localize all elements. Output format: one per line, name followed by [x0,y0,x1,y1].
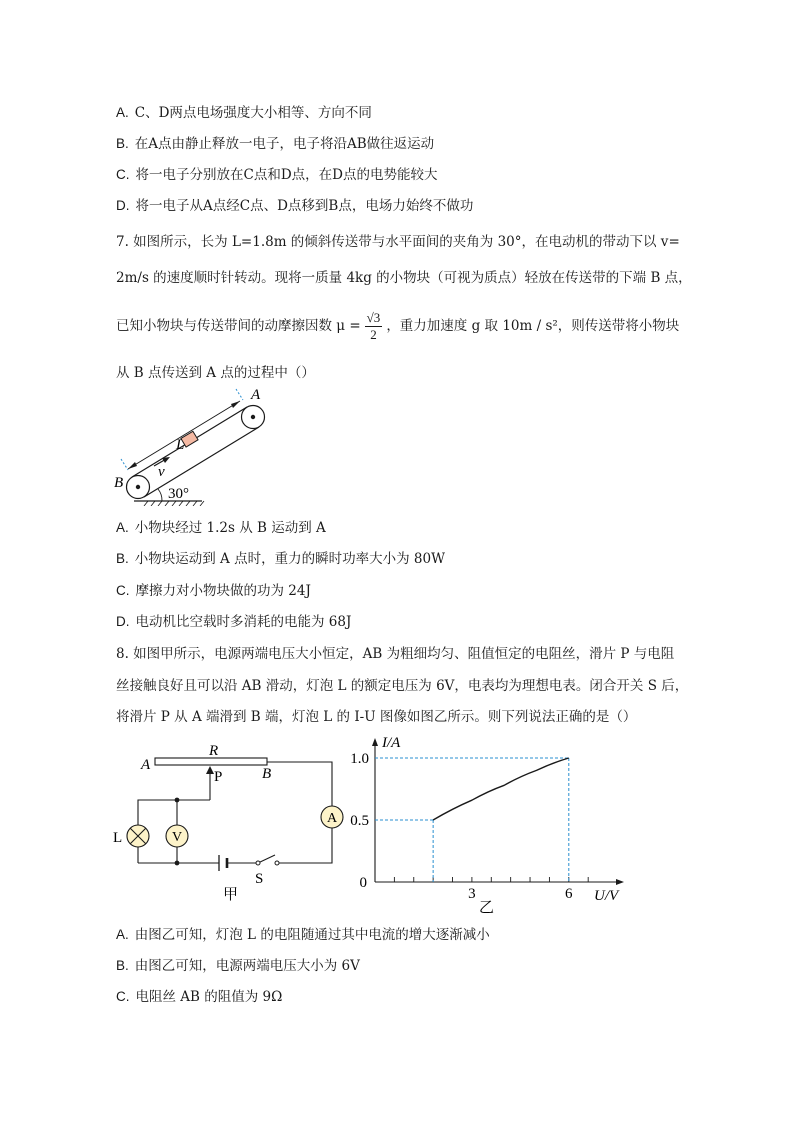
velocity-arrowhead [162,457,170,463]
circuit-diagram [110,738,350,908]
y-tick-1-0: 1.0 [350,751,369,767]
length-arrowhead-b [128,462,137,469]
switch-contact-right [275,861,279,865]
junction-bottom [175,861,180,866]
conveyor-belt-figure [110,386,280,506]
x-axis-arrow [616,879,624,885]
q7-option-d: D. 电动机比空载时多消耗的电能为 68J [116,614,352,630]
length-arrowhead-a [231,401,240,408]
y-tick-0-5: 0.5 [350,813,369,829]
x-tick-6: 6 [565,886,573,902]
q7-option-b: B. 小物块运动到 A 点时，重力的瞬时功率大小为 80W [116,551,445,567]
switch-blade [258,855,275,863]
label-switch: S [255,871,264,887]
resistor-ab [155,758,267,765]
marker-a [236,389,243,400]
mu-fraction: $\frac{√3}{2}$ [366,310,381,342]
x-axis-label: U/V [594,888,619,904]
q8-stem-line3: 将滑片 P 从 A 端滑到 B 端，灯泡 L 的 I-U 图像如图乙所示。则下列说法正确的是（） [116,709,637,725]
label-v: v [158,464,165,480]
junction-top [175,798,180,803]
label-b: B [262,766,272,782]
length-arrow [128,401,240,469]
guide-lines [375,758,569,882]
circuit-wires [138,762,332,863]
q8-stem-line1: 8. 如图甲所示，电源两端电压大小恒定，AB 为粗细均匀、阻值恒定的电阻丝，滑片 P 与电阻 [116,646,675,662]
marker-b [121,459,128,470]
q6-option-c: C. 将一电子分别放在C点和D点，在D点的电势能较大 [116,167,438,183]
y-axis-arrow [372,738,378,746]
iu-curve [433,758,569,820]
x-minor-ticks [394,877,588,882]
q6-option-d: D. 将一电子从A点经C点、D点移到B点，电场力始终不做功 [116,198,474,214]
label-a: A [141,757,151,773]
label-lamp: L [113,830,123,846]
caption-jia: 甲 [223,887,239,903]
q7-stem-line4: 从 B 点传送到 A 点的过程中（） [116,365,315,381]
q7-stem-line3: 已知小物块与传送带间的动摩擦因数 μ = $\frac{√3}{2}$ ，重力加速度 g 取 10m / s²，则传送带将小物块 [116,310,680,342]
label-angle: 30° [168,486,189,502]
q7-option-c: C. 摩擦力对小物块做的功为 24J [116,583,311,599]
label-b: B [114,475,124,491]
iu-graph [340,730,640,915]
origin-label: 0 [359,875,367,891]
x-tick-3: 3 [468,886,476,902]
label-l: L [176,437,185,453]
label-p: P [214,769,223,785]
q7-option-a: A. 小物块经过 1.2s 从 B 运动到 A [116,520,326,536]
q8-option-b: B. 由图乙可知，电源两端电压大小为 6V [116,958,360,974]
switch-contact-left [256,861,260,865]
pulley-a-axle [251,415,255,419]
q8-option-c: C. 电阻丝 AB 的阻值为 9Ω [116,989,283,1005]
q7-stem-line2: 2m/s 的速度顺时针转动。现将一质量 4kg 的小物块（可视为质点）轻放在传送带的下端 B 点， [116,270,692,286]
label-r: R [209,743,219,759]
label-a: A [251,387,261,403]
q6-option-b: B. 在A点由静止释放一电子，电子将沿AB做往返运动 [116,136,435,152]
q7-stem-line1: 7. 如图所示，长为 L=1.8m 的倾斜传送带与水平面间的夹角为 30°，在电动机的带动下以 v= [116,234,680,250]
q8-stem-line2: 丝接触良好且可以沿 AB 滑动，灯泡 L 的额定电压为 6V，电表均为理想电表。闭合开关 S 后， [116,678,689,694]
angle-arc [158,489,162,501]
pulley-b-axle [136,485,140,489]
label-ammeter: A [326,811,338,826]
slider-p-arrowhead [206,766,214,774]
label-voltmeter: V [171,830,183,845]
q6-option-a: A. C、D两点电场强度大小相等、方向不同 [116,105,372,121]
q8-option-a: A. 由图乙可知，灯泡 L 的电阻随通过其中电流的增大逐渐减小 [116,927,490,943]
caption-yi: 乙 [479,900,495,915]
y-axis-label: I/A [382,735,401,751]
